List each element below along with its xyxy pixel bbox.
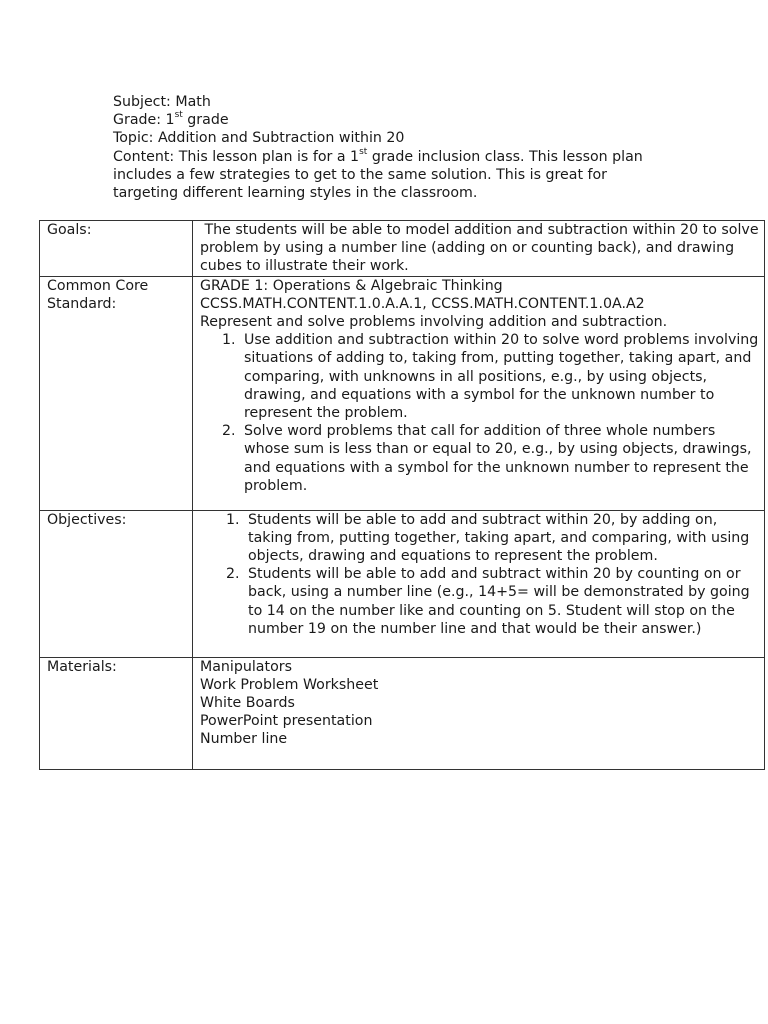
topic-line: Topic: Addition and Subtraction within 20: [113, 130, 405, 147]
common-core-content: [193, 276, 765, 510]
content-prefix: Content: This lesson plan is for a 1: [113, 148, 360, 165]
objectives-content: [193, 510, 765, 657]
objectives-row: [40, 510, 765, 657]
material-item: Manipulators: [200, 658, 292, 675]
list-text: Students will be able to add and subtract within 20, by adding on, taking from, putting together, taking apart, and comparing, with using objects, drawing and equations to represent the problem.: [248, 511, 750, 565]
list-text: Solve word problems that call for addition of three whole numbers whose sum is less than or equal to 20, e.g., by using objects, drawings, and equations with a symbol for the unknown number to represent the problem.: [244, 423, 752, 494]
grade-prefix: Grade: 1: [113, 112, 175, 129]
list-item: [200, 331, 762, 422]
ccss-standard-list: [200, 331, 762, 495]
goals-label: Goals:: [40, 221, 193, 277]
list-number: 1.: [226, 511, 240, 528]
list-item: [200, 511, 762, 566]
materials-content: [193, 657, 765, 769]
content-superscript: st: [359, 146, 368, 157]
grade-line: [113, 111, 673, 129]
list-item: [200, 565, 762, 638]
subject-line: Subject: Math: [113, 94, 211, 110]
material-item: Work Problem Worksheet: [200, 676, 379, 693]
content-suffix: grade inclusion class. This lesson plan includes a few strategies to get to the same solution. This is great for targeting different learning styles in the classroom.: [113, 148, 643, 202]
material-item: Number line: [200, 731, 288, 748]
list-number: 2.: [222, 423, 236, 440]
list-text: Students will be able to add and subtract within 20 by counting on or back, using a number line (e.g., 14+5= will be demonstrated by going to 14 on the number like and counting on 5. Student will stop on the number 19 on the number line and that would be their answer.): [248, 566, 750, 637]
lesson-header: [113, 93, 673, 202]
list-number: 2.: [226, 566, 240, 583]
list-number: 1.: [222, 332, 236, 349]
grade-superscript: st: [174, 110, 183, 121]
list-item: [200, 422, 762, 495]
goals-row: [40, 221, 765, 277]
lesson-plan-table: [39, 220, 765, 770]
content-line: [113, 148, 673, 203]
common-core-row: [40, 276, 765, 510]
list-text: Use addition and subtraction within 20 to solve word problems involving situations of adding to, taking from, putting together, taking apart, and comparing, with unknowns in all positions, e.g., by using objects, drawing, and equations with a symbol for the unknown number to represent the problem.: [244, 332, 759, 422]
objectives-list: [200, 511, 762, 638]
goals-text: The students will be able to model addition and subtraction within 20 to solve problem by using a number line (adding on or counting back), and drawing cubes to illustrate their work.: [193, 221, 765, 277]
ccss-grade-line: GRADE 1: Operations & Algebraic Thinking: [200, 277, 503, 294]
ccss-codes-line: CCSS.MATH.CONTENT.1.0.A.A.1, CCSS.MATH.CONTENT.1.0A.A2: [200, 295, 645, 312]
objectives-label: Objectives:: [40, 510, 193, 657]
common-core-label: Common Core Standard:: [40, 276, 193, 510]
grade-suffix: grade: [182, 112, 229, 129]
material-item: White Boards: [200, 695, 295, 712]
materials-label: Materials:: [40, 657, 193, 769]
ccss-represent-line: Represent and solve problems involving addition and subtraction.: [200, 314, 668, 331]
material-item: PowerPoint presentation: [200, 713, 373, 730]
materials-row: [40, 657, 765, 769]
